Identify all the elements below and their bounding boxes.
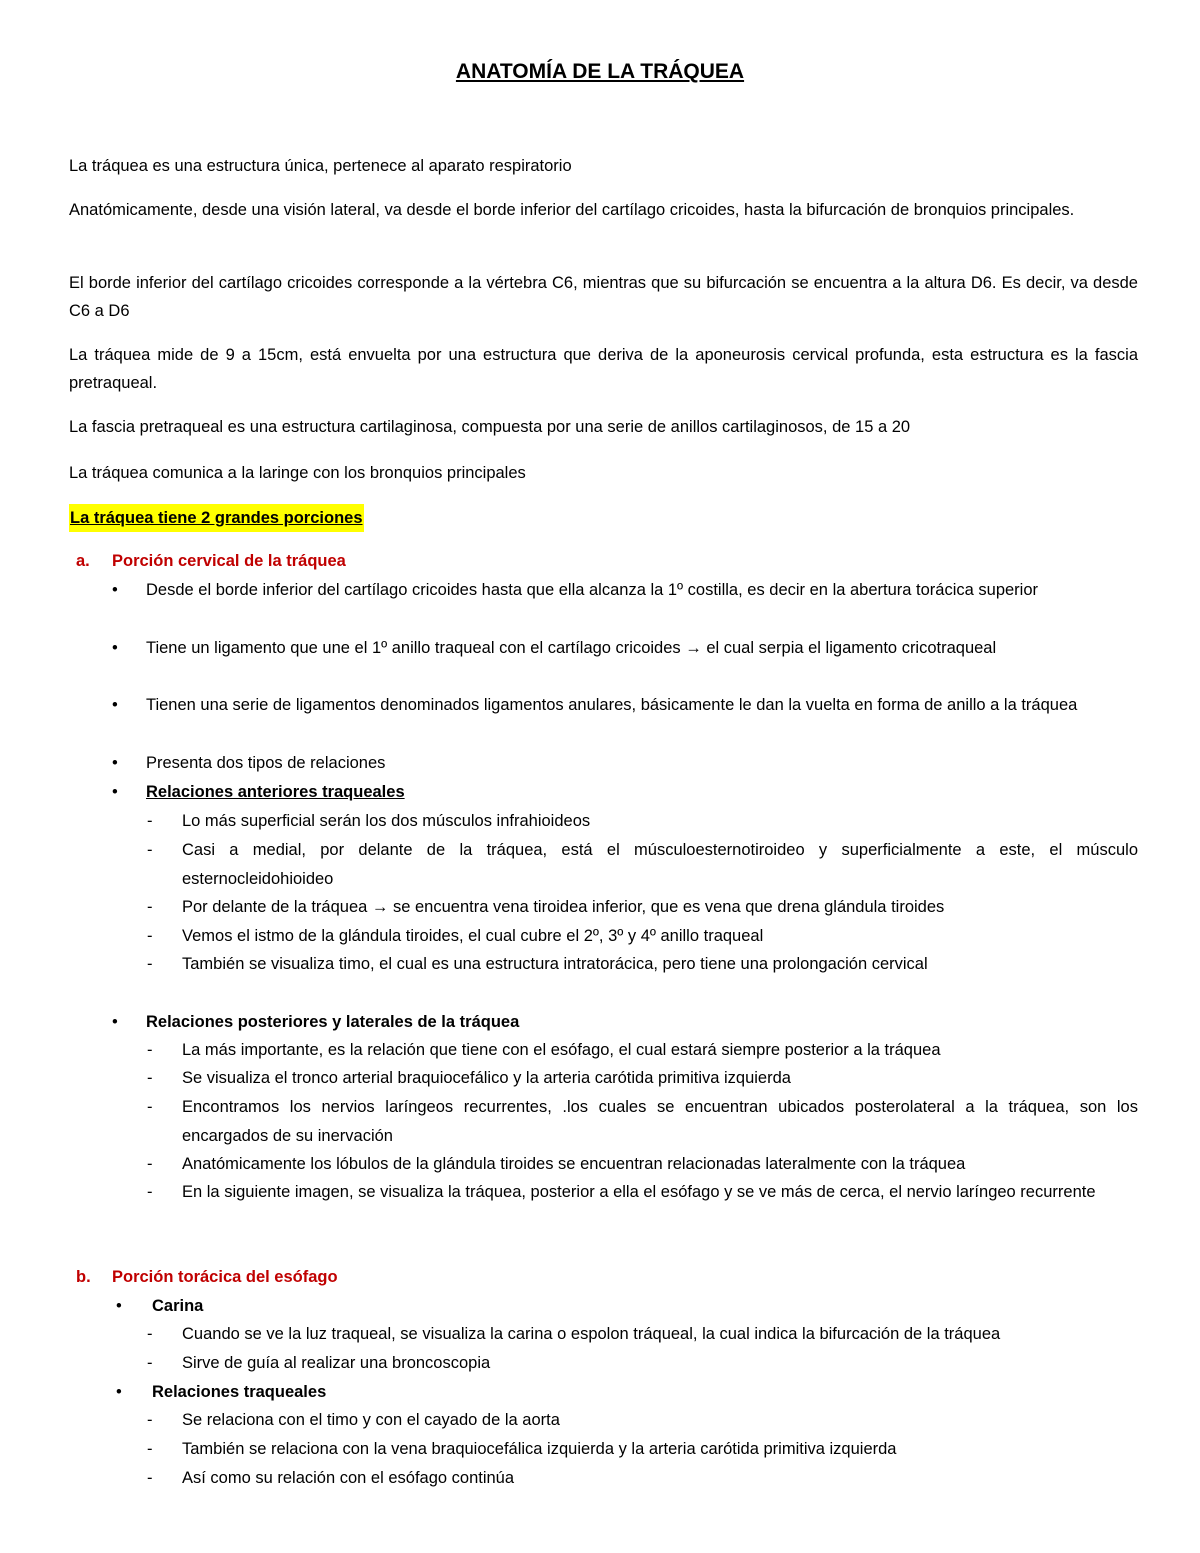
posterior-relations-heading: Relaciones posteriores y laterales de la tráquea <box>146 1013 520 1031</box>
paragraph-anatomy: Anatómicamente, desde una visión lateral, va desde el borde inferior del cartílago cricoides, hasta la bifurcación de bronquios principales. <box>69 201 1075 219</box>
section-b-heading <box>76 1263 338 1291</box>
anterior-relations-heading: Relaciones anteriores traqueales <box>146 783 405 801</box>
list-item: - Así como su relación con el esófago continúa <box>147 1464 1138 1493</box>
list-item: - Se relaciona con el timo y con el cayado de la aorta <box>147 1406 1138 1435</box>
dash-icon: - <box>147 1041 153 1059</box>
list-item: - Sirve de guía al realizar una broncoscopia <box>147 1349 1138 1378</box>
bullet-icon: • <box>112 696 118 714</box>
bullet-icon: • <box>112 639 118 657</box>
list-item: - Encontramos los nervios laríngeos recurrentes, .los cuales se encuentran ubicados posterolateral a la tráquea, son los encargados de su inervación <box>147 1093 1138 1150</box>
list-item: • Presenta dos tipos de relaciones <box>112 749 1138 777</box>
list-item <box>116 1378 1138 1406</box>
dash-icon: - <box>147 812 153 830</box>
paragraph-border: El borde inferior del cartílago cricoides corresponde a la vértebra C6, mientras que su bifurcación se encuentra a la altura D6. Es decir, va desde C6 a D6 <box>69 274 1138 320</box>
bullet-icon: • <box>112 783 118 801</box>
list-item: • Desde el borde inferior del cartílago cricoides hasta que ella alcanza la 1º costilla, es decir en la abertura torácica superior <box>112 576 1138 604</box>
dash-icon: - <box>147 1469 153 1487</box>
dash-icon: - <box>147 927 153 945</box>
dash-icon: - <box>147 1155 153 1173</box>
dash-icon: - <box>147 1325 153 1343</box>
page-title: ANATOMÍA DE LA TRÁQUEA <box>455 60 745 83</box>
list-item: - Lo más superficial serán los dos músculos infrahioideos <box>147 807 1138 836</box>
section-b-letter: b. <box>76 1268 91 1286</box>
list-item: - Por delante de la tráquea → se encuentra vena tiroidea inferior, que es vena que drena glándula tiroides <box>147 893 1138 922</box>
section-a-heading <box>76 547 346 575</box>
dash-icon: - <box>147 1440 153 1458</box>
list-item: - La más importante, es la relación que tiene con el esófago, el cual estará siempre posterior a la tráquea <box>147 1036 1138 1065</box>
highlight-heading: La tráquea tiene 2 grandes porciones <box>69 504 364 532</box>
dash-icon: - <box>147 1183 153 1201</box>
bullet-icon: • <box>112 1013 118 1031</box>
list-item: - Anatómicamente los lóbulos de la glándula tiroides se encuentran relacionadas lateralmente con la tráquea <box>147 1150 1138 1179</box>
list-item: - Casi a medial, por delante de la tráquea, está el músculoesternotiroideo y superficialmente a este, el músculo esternocleidohioideo <box>147 836 1138 893</box>
list-item <box>112 1008 1138 1036</box>
tracheal-relations-heading: Relaciones traqueales <box>152 1383 327 1401</box>
bullet-icon: • <box>116 1383 122 1401</box>
paragraph-communication: La tráquea comunica a la laringe con los bronquios principales <box>69 464 526 482</box>
list-item: - En la siguiente imagen, se visualiza la tráquea, posterior a ella el esófago y se ve más de cerca, el nervio laríngeo recurrente <box>147 1178 1138 1207</box>
list-item <box>116 1292 1138 1320</box>
dash-icon: - <box>147 1354 153 1372</box>
list-item: - También se visualiza timo, el cual es una estructura intratorácica, pero tiene una prolongación cervical <box>147 950 1138 979</box>
list-item: • Tienen una serie de ligamentos denominados ligamentos anulares, básicamente le dan la vuelta en forma de anillo a la tráquea <box>112 691 1138 719</box>
list-item: - Cuando se ve la luz traqueal, se visualiza la carina o espolon tráqueal, la cual indica la bifurcación de la tráquea <box>147 1320 1138 1349</box>
list-item: - También se relaciona con la vena braquiocefálica izquierda y la arteria carótida primitiva izquierda <box>147 1435 1138 1464</box>
dash-icon: - <box>147 955 153 973</box>
list-item: - Vemos el istmo de la glándula tiroides, el cual cubre el 2º, 3º y 4º anillo traqueal <box>147 922 1138 951</box>
section-b-title: Porción torácica del esófago <box>112 1268 338 1286</box>
bullet-icon: • <box>112 581 118 599</box>
paragraph-size: La tráquea mide de 9 a 15cm, está envuelta por una estructura que deriva de la aponeurosis cervical profunda, esta estructura es la fascia pretraqueal. <box>69 346 1138 392</box>
dash-icon: - <box>147 1411 153 1429</box>
carina-heading: Carina <box>152 1297 204 1315</box>
bullet-icon: • <box>112 754 118 772</box>
bullet-icon: • <box>116 1297 122 1315</box>
list-item: • Tiene un ligamento que une el 1º anillo traqueal con el cartílago cricoides → el cual serpia el ligamento cricotraqueal <box>112 634 1138 662</box>
dash-icon: - <box>147 1098 153 1116</box>
section-a-title: Porción cervical de la tráquea <box>112 552 346 570</box>
dash-icon: - <box>147 898 153 916</box>
paragraph-intro: La tráquea es una estructura única, pertenece al aparato respiratorio <box>69 157 572 175</box>
paragraph-fascia: La fascia pretraqueal es una estructura cartilaginosa, compuesta por una serie de anillos cartilaginosos, de 15 a 20 <box>69 418 911 436</box>
dash-icon: - <box>147 841 153 859</box>
section-a-letter: a. <box>76 552 90 570</box>
dash-icon: - <box>147 1069 153 1087</box>
list-item: - Se visualiza el tronco arterial braquiocefálico y la arteria carótida primitiva izquierda <box>147 1064 1138 1093</box>
list-item <box>112 778 1138 806</box>
